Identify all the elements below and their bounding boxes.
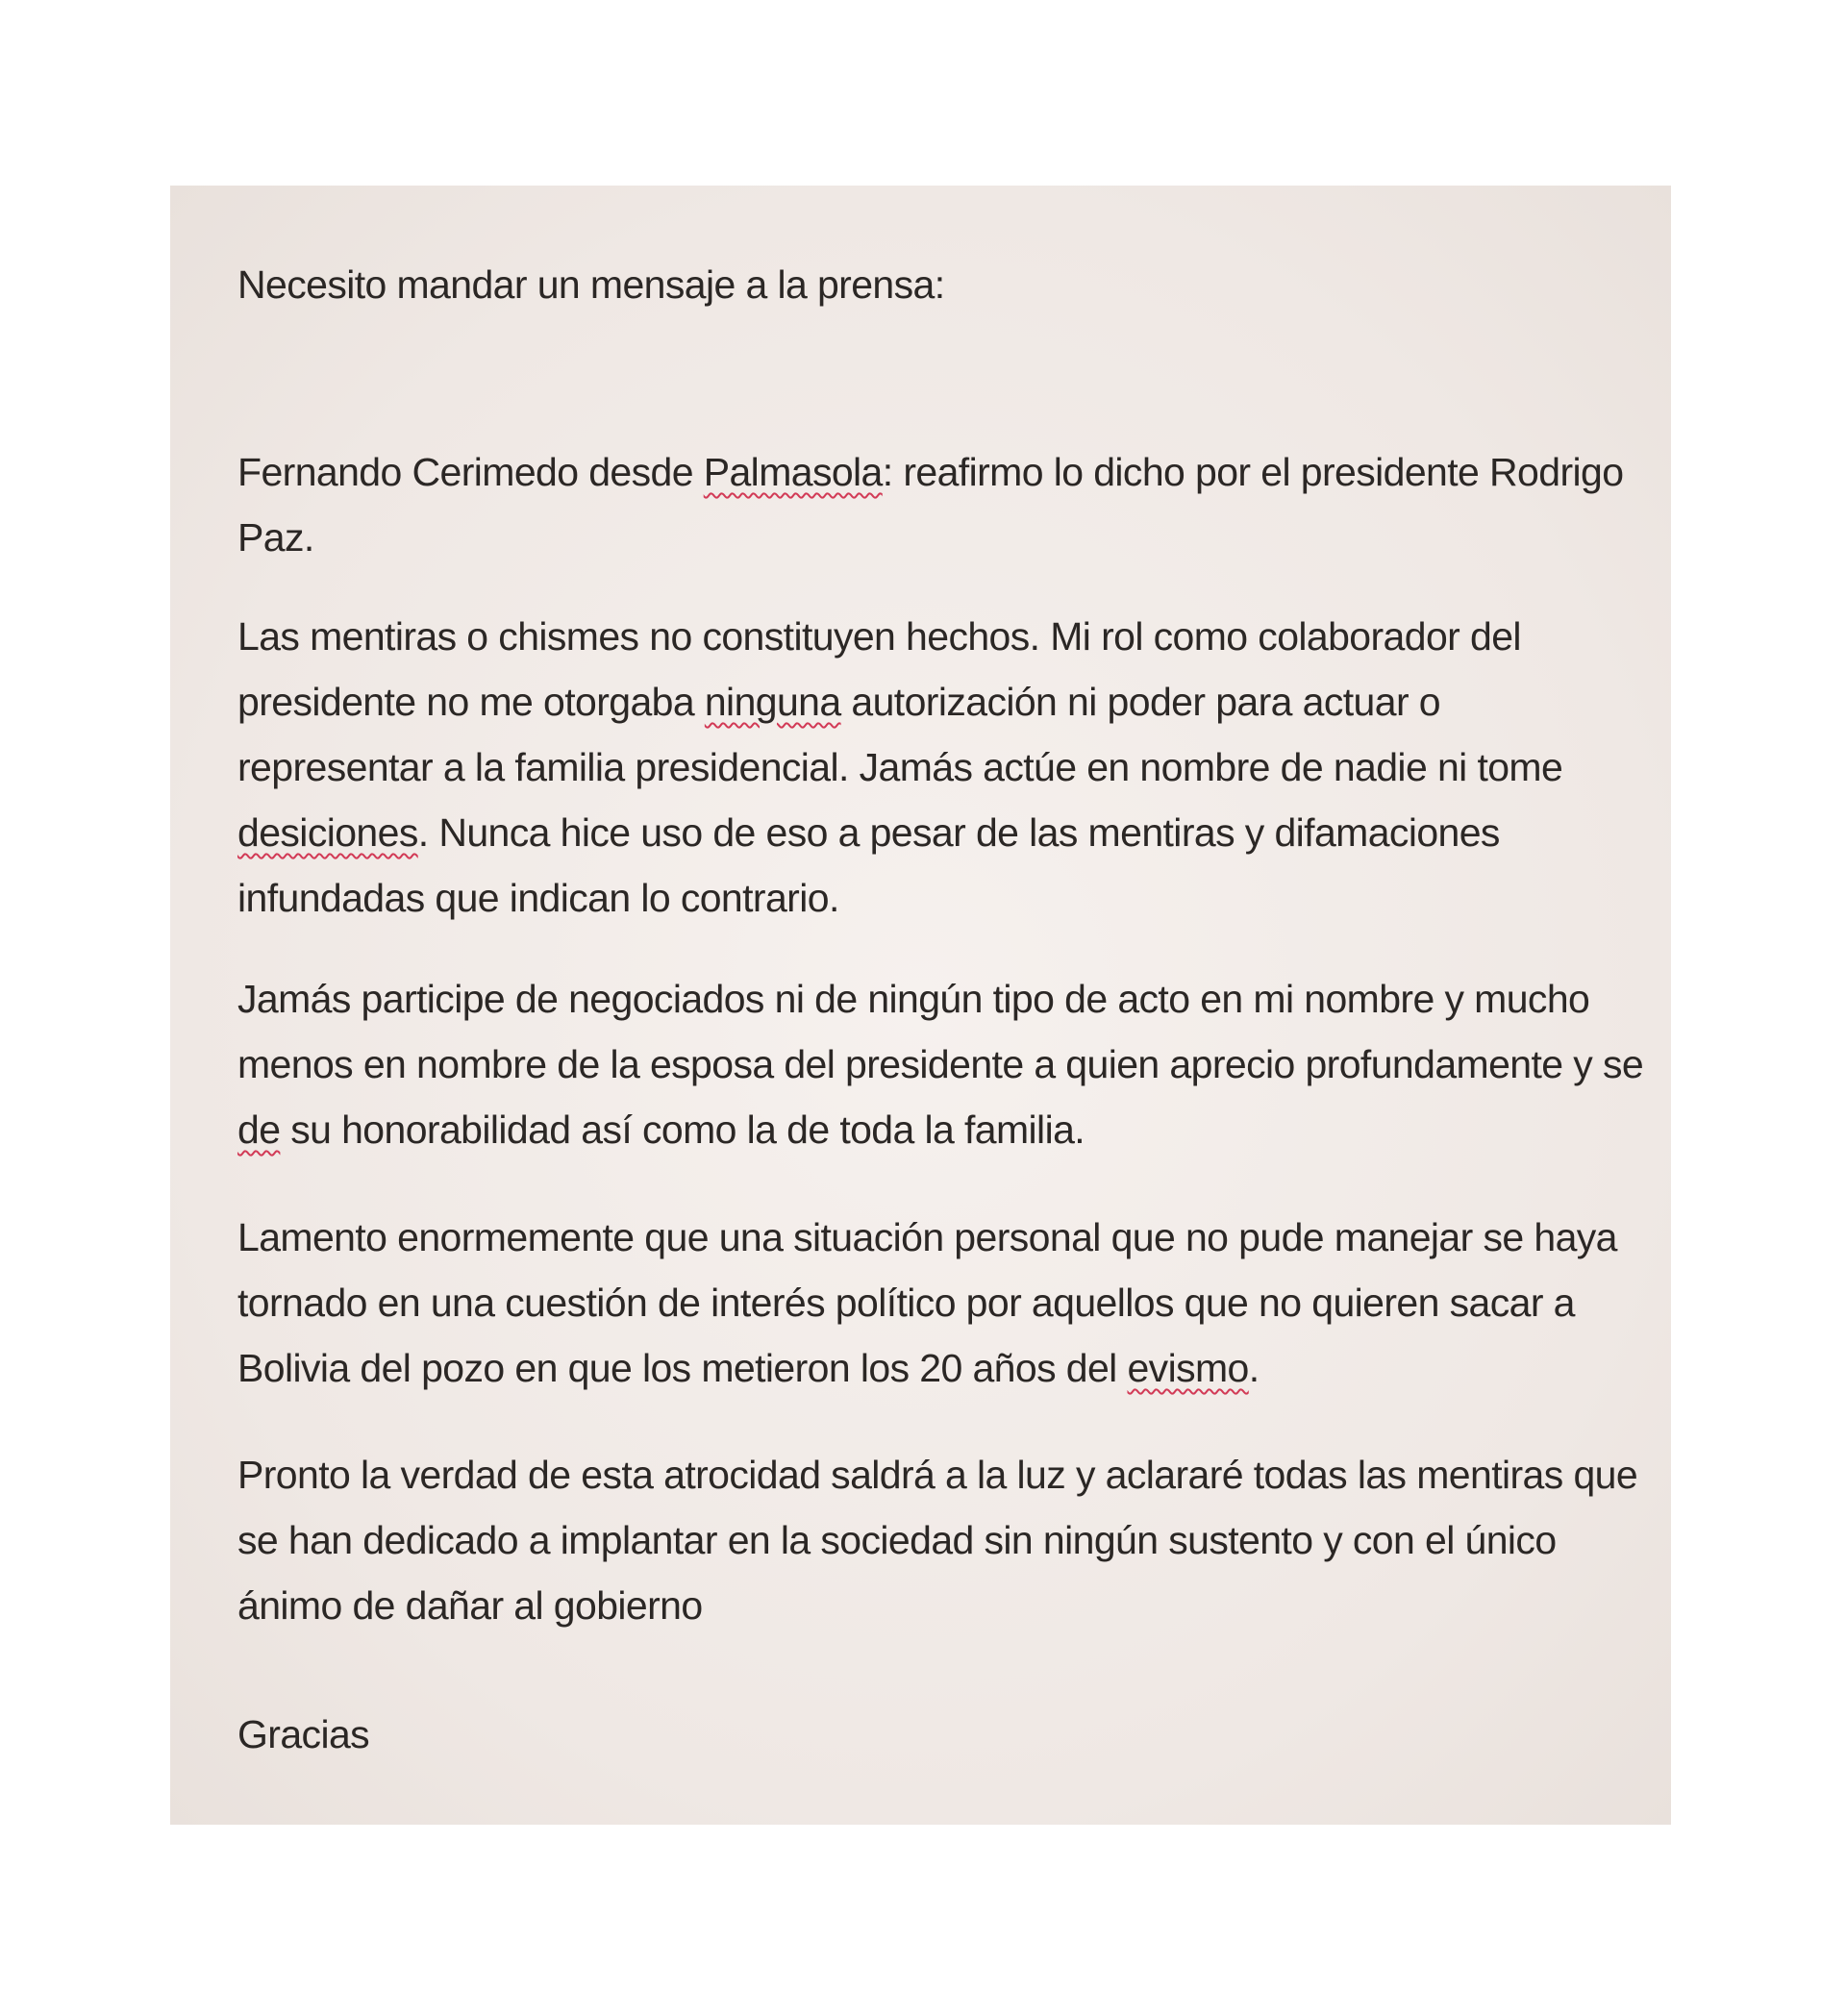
spellcheck-flagged-word: evismo (1127, 1346, 1249, 1390)
paragraph-4-line-2: tornado en una cuestión de interés político por aquellos que no quieren sacar a (237, 1281, 1575, 1325)
paragraph-4 (237, 1205, 1846, 1401)
paragraph-2-line-1: Las mentiras o chismes no constituyen hechos. Mi rol como colaborador del (237, 614, 1521, 659)
paragraph-5-line-1: Pronto la verdad de esta atrocidad saldrá a la luz y aclararé todas las mentiras que (237, 1453, 1638, 1497)
text-segment: . Nunca hice uso de eso a pesar de las mentiras y difamaciones (417, 810, 1500, 855)
text-segment: su honorabilidad así como la de toda la familia. (280, 1108, 1085, 1152)
spellcheck-flagged-word: desiciones (237, 810, 418, 855)
paragraph-3-line-1: Jamás participe de negociados ni de ningún tipo de acto en mi nombre y mucho (237, 977, 1590, 1021)
paragraph-5-line-3: ánimo de dañar al gobierno (237, 1583, 703, 1628)
spellcheck-flagged-word: Palmasola (703, 450, 883, 494)
paragraph-2-line-4 (237, 800, 1846, 865)
closing-text: Gracias (237, 1712, 370, 1756)
text-segment: autorización ni poder para actuar o (840, 680, 1441, 724)
closing-line (237, 1702, 1846, 1767)
paragraph-5 (237, 1442, 1846, 1638)
paragraph-2-line-3: representar a la familia presidencial. Jamás actúe en nombre de nadie ni tome (237, 745, 1563, 789)
paragraph-1-line-2: Paz. (237, 515, 314, 560)
text-segment: : reafirmo lo dicho por el presidente Rodrigo (882, 450, 1624, 494)
spellcheck-flagged-word: ninguna (704, 680, 841, 724)
paragraph-4-line-3 (237, 1335, 1846, 1401)
paragraph-2 (237, 604, 1846, 931)
paragraph-3-line-3 (237, 1097, 1846, 1162)
text-segment: Bolivia del pozo en que los metieron los 20 años del (237, 1346, 1128, 1390)
greeting-text: Necesito mandar un mensaje a la prensa: (237, 262, 945, 307)
paragraph-2-line-5: infundadas que indican lo contrario. (237, 876, 839, 920)
paragraph-3 (237, 966, 1846, 1162)
paragraph-1 (237, 439, 1846, 570)
paragraph-3-line-2: menos en nombre de la esposa del presidente a quien aprecio profundamente y se (237, 1042, 1644, 1086)
paragraph-5-line-2: se han dedicado a implantar en la sociedad sin ningún sustento y con el único (237, 1518, 1557, 1562)
paragraph-1-line-1 (237, 439, 1846, 505)
text-segment: Fernando Cerimedo desde (237, 450, 704, 494)
greeting-line (237, 252, 1846, 317)
text-segment: . (1248, 1346, 1260, 1390)
text-segment: presidente no me otorgaba (237, 680, 705, 724)
paragraph-2-line-2 (237, 669, 1846, 734)
paragraph-4-line-1: Lamento enormemente que una situación personal que no pude manejar se haya (237, 1215, 1617, 1259)
spellcheck-flagged-word: de (237, 1108, 281, 1152)
